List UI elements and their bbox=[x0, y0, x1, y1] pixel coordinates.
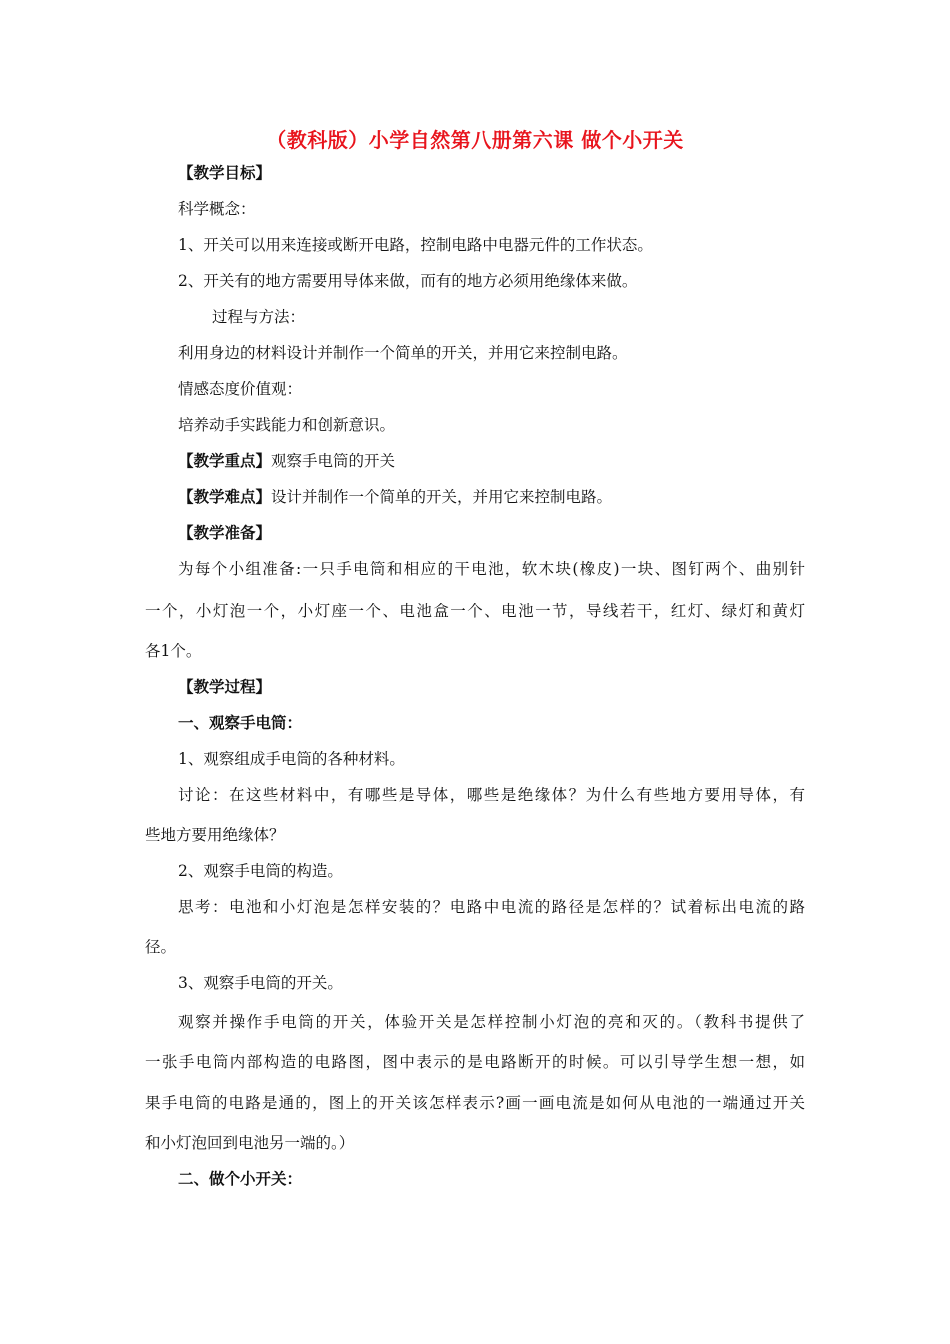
process-method-label: 过程与方法： bbox=[212, 308, 306, 326]
preparation-line-1: 为每个小组准备:一只手电筒和相应的干电池，软木块(橡皮)一块、图钉两个、曲别针 bbox=[178, 560, 805, 578]
step-3: 3、观察手电筒的开关。 bbox=[178, 974, 343, 992]
difficulty-text: 设计并制作一个简单的开关，并用它来控制电路。 bbox=[271, 488, 613, 506]
key-point-heading: 【教学重点】 bbox=[178, 451, 272, 470]
attitude-label: 情感态度价值观： bbox=[178, 380, 303, 398]
thinking-line-2: 径。 bbox=[145, 938, 177, 956]
section-1-heading: 一、观察手电筒： bbox=[178, 713, 303, 732]
observe-line-1: 观察并操作手电筒的开关，体验开关是怎样控制小灯泡的亮和灭的。（教科书提供了 bbox=[178, 1013, 805, 1031]
document-title: （教科版）小学自然第八册第六课 做个小开关 bbox=[266, 128, 684, 152]
thinking-line-1: 思考：电池和小灯泡是怎样安装的？电路中电流的路径是怎样的？试着标出电流的路 bbox=[178, 898, 805, 916]
step-1: 1、观察组成手电筒的各种材料。 bbox=[178, 750, 405, 768]
key-point-text: 观察手电筒的开关 bbox=[271, 452, 396, 470]
step-2: 2、观察手电筒的构造。 bbox=[178, 862, 343, 880]
concept-item-2: 2、开关有的地方需要用导体来做，而有的地方必须用绝缘体来做。 bbox=[178, 272, 638, 290]
observe-line-3: 果手电筒的电路是通的，图上的开关该怎样表示?画一画电流是如何从电池的一端通过开关 bbox=[145, 1094, 805, 1112]
preparation-heading: 【教学准备】 bbox=[178, 523, 272, 542]
attitude-text: 培养动手实践能力和创新意识。 bbox=[178, 416, 396, 434]
objectives-heading: 【教学目标】 bbox=[178, 163, 272, 182]
difficulty-row bbox=[178, 487, 612, 507]
observe-line-4: 和小灯泡回到电池另一端的。） bbox=[145, 1134, 355, 1152]
process-method-text: 利用身边的材料设计并制作一个简单的开关，并用它来控制电路。 bbox=[178, 344, 628, 362]
observe-line-2: 一张手电筒内部构造的电路图，图中表示的是电路断开的时候。可以引导学生想一想，如 bbox=[145, 1053, 805, 1071]
concept-item-1: 1、开关可以用来连接或断开电路，控制电路中电器元件的工作状态。 bbox=[178, 236, 653, 254]
discussion-line-2: 些地方要用绝缘体？ bbox=[145, 826, 285, 844]
process-heading: 【教学过程】 bbox=[178, 677, 272, 696]
science-concept-label: 科学概念： bbox=[178, 200, 256, 218]
discussion-line-1: 讨论：在这些材料中，有哪些是导体，哪些是绝缘体？为什么有些地方要用导体，有 bbox=[178, 786, 805, 804]
preparation-line-3: 各1个。 bbox=[145, 642, 202, 660]
key-point-row bbox=[178, 451, 395, 471]
difficulty-heading: 【教学难点】 bbox=[178, 487, 272, 506]
preparation-line-2: 一个，小灯泡一个，小灯座一个、电池盒一个、电池一节，导线若干，红灯、绿灯和黄灯 bbox=[145, 602, 805, 620]
section-2-heading: 二、做个小开关： bbox=[178, 1169, 303, 1188]
